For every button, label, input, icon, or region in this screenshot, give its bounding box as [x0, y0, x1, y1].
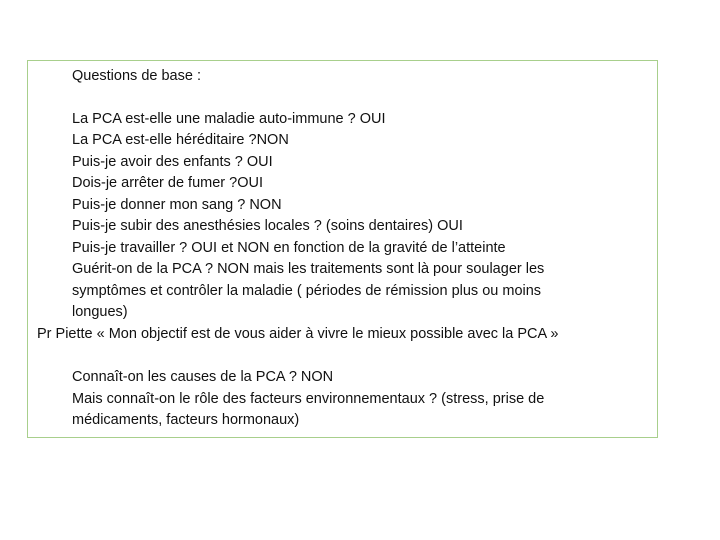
question-line: La PCA est-elle une maladie auto-immune ? OUI: [72, 111, 386, 127]
quote-line: Pr Piette « Mon objectif est de vous aider à vivre le mieux possible avec la PCA »: [37, 326, 559, 342]
question-line: Dois-je arrêter de fumer ?OUI: [72, 175, 263, 191]
question-line: longues): [72, 304, 128, 320]
question-line: Puis-je avoir des enfants ? OUI: [72, 154, 273, 170]
causes-line: Connaît-on les causes de la PCA ? NON: [72, 369, 334, 385]
question-line: Guérit-on de la PCA ? NON mais les traitements sont là pour soulager les: [72, 261, 545, 277]
question-line: symptômes et contrôler la maladie ( périodes de rémission plus ou moins: [72, 283, 542, 299]
causes-line: Mais connaît-on le rôle des facteurs environnementaux ? (stress, prise de: [72, 391, 545, 407]
question-line: Puis-je travailler ? OUI et NON en fonction de la gravité de l’atteinte: [72, 240, 506, 256]
question-line: Puis-je donner mon sang ? NON: [72, 197, 282, 213]
heading: Questions de base :: [72, 68, 201, 84]
question-line: Puis-je subir des anesthésies locales ? (soins dentaires) OUI: [72, 218, 463, 234]
causes-line: médicaments, facteurs hormonaux): [72, 412, 300, 428]
question-line: La PCA est-elle héréditaire ?NON: [72, 132, 289, 148]
